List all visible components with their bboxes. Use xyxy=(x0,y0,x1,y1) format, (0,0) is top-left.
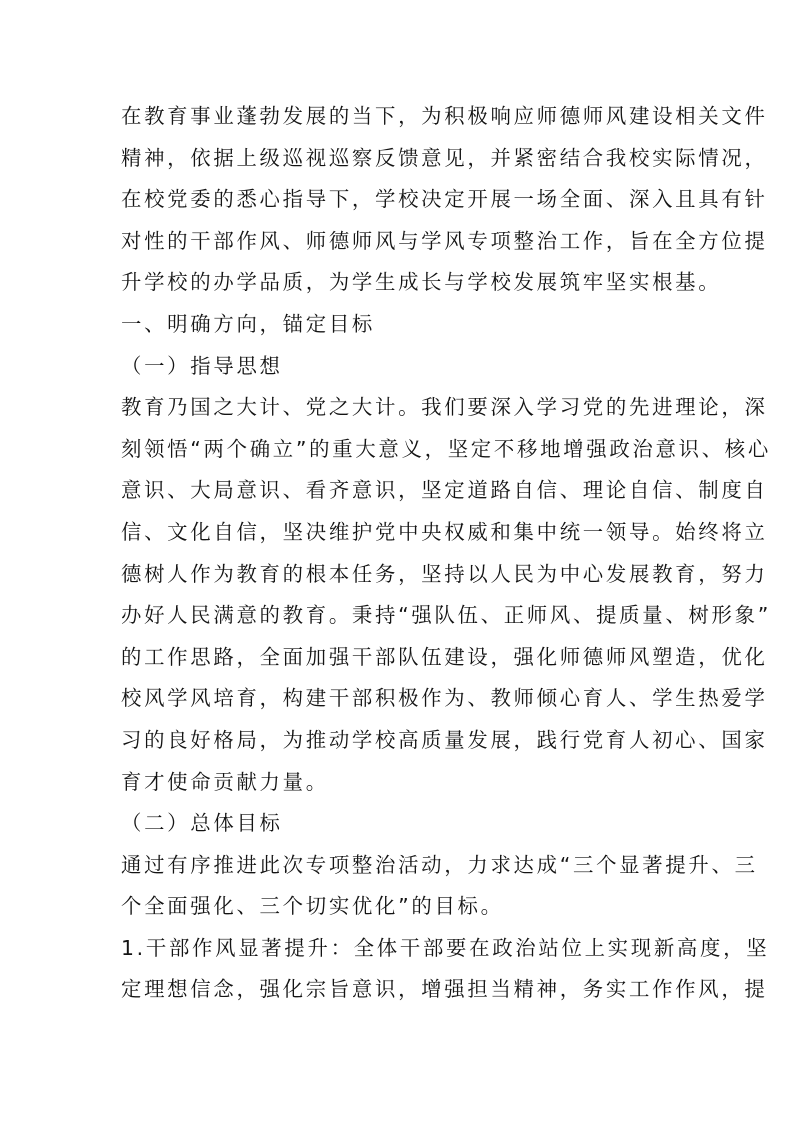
text-line: 定理想信念，强化宗旨意识，增强担当精神，务实工作作风，提 xyxy=(121,977,768,1002)
overall-goal-paragraph xyxy=(121,845,758,928)
text-line: 的工作思路，全面加强干部队伍建设，强化师德师风塑造，优化 xyxy=(121,644,768,669)
text-line: 精神，依据上级巡视巡察反馈意见，并紧密结合我校实际情况， xyxy=(121,145,768,170)
text-line: 德树人作为教育的根本任务，坚持以人民为中心发展教育，努力 xyxy=(121,561,768,586)
text-line: 教育乃国之大计、党之大计。我们要深入学习党的先进理论，深 xyxy=(121,395,768,420)
document-page xyxy=(121,96,771,1011)
text-line: 意识、大局意识、看齐意识，坚定道路自信、理论自信、制度自 xyxy=(121,478,768,503)
text-line: 信、文化自信，坚决维护党中央权威和集中统一领导。始终将立 xyxy=(121,519,768,544)
text-line: 育才使命贡献力量。 xyxy=(121,769,329,794)
subsection-heading: （一）指导思想 xyxy=(121,353,283,378)
text-line: 通过有序推进此次专项整治活动，力求达成“三个显著提升、三 xyxy=(121,852,758,877)
text-line: 在校党委的悉心指导下，学校决定开展一场全面、深入且具有针 xyxy=(121,187,768,212)
text-line: 对性的干部作风、师德师风与学风专项整治工作，旨在全方位提 xyxy=(121,228,768,253)
section-heading: 一、明确方向，锚定目标 xyxy=(121,311,375,336)
text-line: 1.干部作风显著提升：全体干部要在政治站位上实现新高度，坚 xyxy=(121,935,770,960)
goal-item-1 xyxy=(121,928,770,1011)
text-line: 校风学风培育，构建干部积极作为、教师倾心育人、学生热爱学 xyxy=(121,686,768,711)
text-line: 办好人民满意的教育。秉持“强队伍、正师风、提质量、树形象” xyxy=(121,603,771,628)
subsection-heading: （二）总体目标 xyxy=(121,811,283,836)
text-line: 升学校的办学品质，为学生成长与学校发展筑牢坚实根基。 xyxy=(121,270,722,295)
text-line: 个全面强化、三个切实优化”的目标。 xyxy=(121,894,504,919)
text-line: 在教育事业蓬勃发展的当下，为积极响应师德师风建设相关文件 xyxy=(121,104,768,128)
text-line: 习的良好格局，为推动学校高质量发展，践行党育人初心、国家 xyxy=(121,727,768,752)
guiding-ideology-paragraph xyxy=(121,387,771,803)
intro-paragraph xyxy=(121,96,768,304)
text-line: 刻领悟“两个确立”的重大意义，坚定不移地增强政治意识、核心 xyxy=(121,436,771,461)
